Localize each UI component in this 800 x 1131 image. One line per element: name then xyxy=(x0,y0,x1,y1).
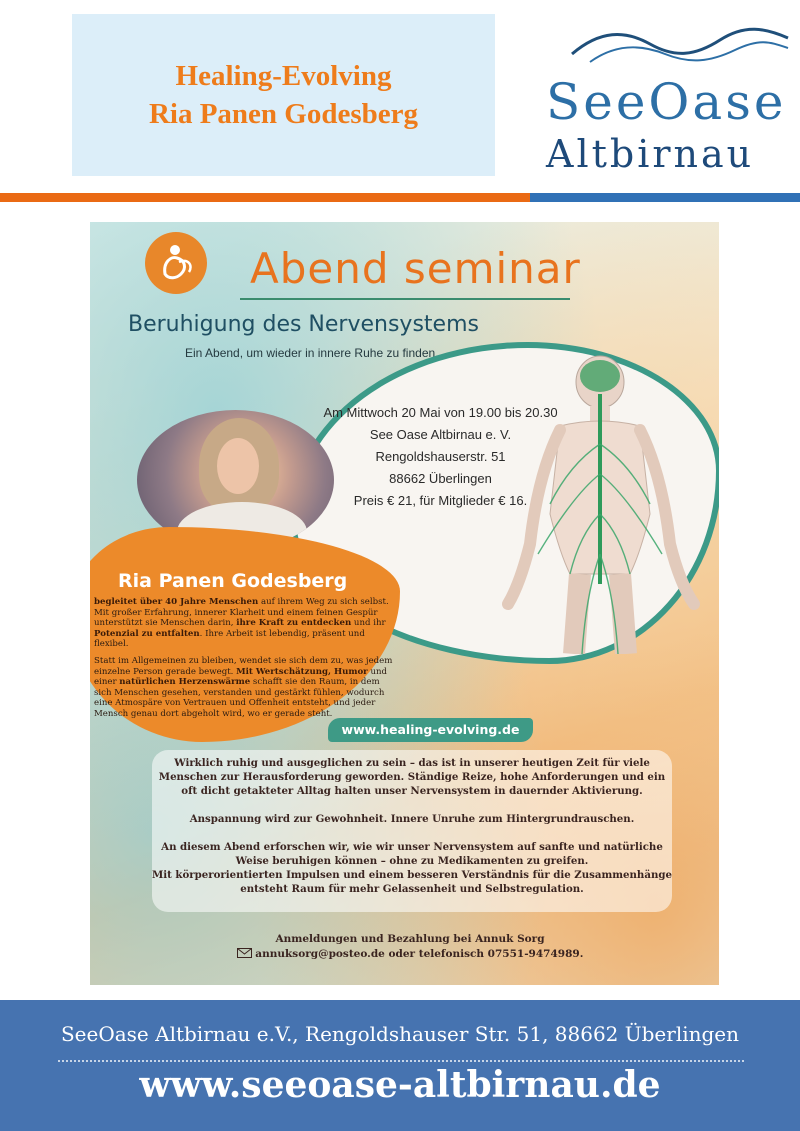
event-date: Am Mittwoch 20 Mai von 19.00 bis 20.30 xyxy=(323,405,558,420)
orange-stripe xyxy=(0,193,530,202)
poster-subtitle: Beruhigung des Nervensystems xyxy=(128,312,479,337)
contact-phone: oder telefonisch 07551-9474989. xyxy=(388,948,584,960)
poster-tagline: Ein Abend, um wieder in innere Ruhe zu finden. xyxy=(185,346,439,360)
event-venue: See Oase Altbirnau e. V. xyxy=(369,427,512,442)
description-paragraph-2: Anspannung wird zur Gewohnheit. Innere Unruhe zum Hintergrundrauschen. xyxy=(189,813,635,825)
seminar-description xyxy=(152,750,672,912)
blue-stripe xyxy=(530,193,800,202)
footer-website-link[interactable]: www.seeoase-altbirnau.de xyxy=(139,1064,661,1106)
title-underline xyxy=(240,298,570,300)
header-title-box xyxy=(72,14,495,176)
presenter-bio xyxy=(94,597,396,726)
bio-p1-span: ihre Kraft zu entdecken xyxy=(236,618,352,629)
bio-p2-span: und einer xyxy=(94,666,388,688)
presenter-name: Ria Panen Godesberg xyxy=(118,570,348,592)
bio-paragraph-1 xyxy=(94,597,396,650)
healing-evolving-link[interactable]: www.healing-evolving.de xyxy=(328,718,533,742)
contact-email[interactable]: annuksorg@posteo.de xyxy=(255,948,385,960)
poster-title: Abend seminar xyxy=(250,244,581,293)
description-paragraph-1: Wirklich ruhig und ausgeglichen zu sein – das ist in unserer heutigen Zeit für viele Menschen zur Herausforderung geworden. Ständige Reize, hohe Anforderungen und ein oft dicht getakteter Alltag halten unser Nervensystem in dauernder Aktivierung. xyxy=(158,757,666,797)
contact-line xyxy=(130,947,690,962)
logo-text-seeoase: SeeOase xyxy=(546,73,787,131)
figure-icon xyxy=(145,232,207,294)
bio-p1-span: auf ihrem Weg zu sich selbst. Mit großer Erfahrung, innerer Klarheit und einem feinen Gespür unterstützt sie Menschen darin, xyxy=(94,597,389,629)
waves-icon xyxy=(570,26,790,66)
event-street: Rengoldshauserstr. 51 xyxy=(375,449,506,464)
event-city: 88662 Überlingen xyxy=(389,471,492,486)
bio-p2-span: Statt im Allgemeinen zu bleiben, wendet sie sich dem zu, was jedem einzelne Person gerade bewegt. xyxy=(94,655,393,677)
bio-p1-span: . Ihre Arbeit ist lebendig, präsent und flexibel. xyxy=(94,628,365,650)
contact-registration: Anmeldungen und Bezahlung bei Annuk Sorg xyxy=(275,933,545,945)
seeoase-logo xyxy=(540,26,790,176)
footer-address: SeeOase Altbirnau e.V., Rengoldshauser Str. 51, 88662 Überlingen xyxy=(60,1022,740,1046)
description-paragraph-4: Mit körperorientierten Impulsen und einem besseren Verständnis für die Zusammenhänge entsteht Raum für mehr Gelassenheit und Selbstregulation. xyxy=(152,869,672,895)
contact-info xyxy=(130,932,690,962)
footer-divider xyxy=(58,1060,744,1062)
seminar-poster xyxy=(90,222,719,985)
bio-p1-span: begleitet über 40 Jahre Menschen xyxy=(94,597,259,607)
header-title-line1: Healing-Evolving xyxy=(175,60,392,92)
logo-text-altbirnau: Altbirnau xyxy=(546,132,755,176)
bio-p2-span: schafft sie den Raum, in dem sich Menschen gesehen, verstanden und gestärkt fühlen, wodurch eine Atmospäre von Vertrauen und Offenheit entsteht, und jeder Mensch genau dort abgeholt wird, wo er gerade steht. xyxy=(94,677,385,719)
header-title-line2: Ria Panen Godesberg xyxy=(148,98,419,130)
healing-evolving-logo-badge xyxy=(145,232,207,294)
envelope-icon xyxy=(237,948,252,958)
nervous-system-illustration xyxy=(490,354,710,654)
bio-p1-span: und ihr xyxy=(351,618,386,629)
bio-p2-span: Mit Wertschätzung, Humor xyxy=(236,666,368,677)
event-price: Preis € 21, für Mitglieder € 16. xyxy=(353,493,528,508)
bio-p2-span: natürlichen Herzenswärme xyxy=(119,677,251,688)
bio-p1-span: Potenzial zu entfalten xyxy=(94,628,200,639)
footer xyxy=(0,1000,800,1131)
bio-paragraph-2 xyxy=(94,656,396,720)
description-paragraph-3: An diesem Abend erforschen wir, wie wir unser Nervensystem auf sanfte und natürliche Weise beruhigen können – ohne zu Medikamenten zu greifen. xyxy=(161,841,663,867)
